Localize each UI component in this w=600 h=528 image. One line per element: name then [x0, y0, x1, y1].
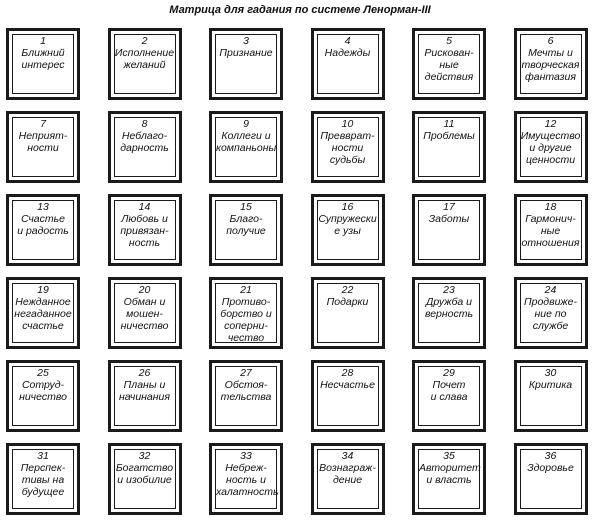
matrix-cell-frame	[114, 34, 176, 94]
matrix-cell-7	[6, 111, 80, 183]
matrix-cell-frame	[12, 449, 74, 509]
cell-label: Неблаго- дарность	[120, 130, 169, 154]
cell-number: 23	[443, 284, 455, 296]
matrix-cell-frame	[215, 117, 277, 177]
cell-label: Любовь и привязан- ность	[120, 213, 169, 249]
cell-number: 28	[341, 367, 354, 379]
cell-label: Почет и слава	[430, 379, 468, 403]
matrix-cell-5	[412, 28, 486, 100]
matrix-cell-frame	[215, 34, 277, 94]
cell-label: Богатство и изобилие	[115, 462, 174, 486]
cell-number: 25	[37, 367, 49, 379]
cell-label: Коллеги и компаньоны	[216, 130, 277, 154]
matrix-cell-18	[514, 194, 588, 266]
matrix-cell-14	[108, 194, 182, 266]
cell-number: 36	[544, 450, 557, 462]
cell-number: 5	[446, 35, 452, 47]
matrix-cell-30	[514, 360, 588, 432]
cell-number: 27	[240, 367, 252, 379]
matrix-cell-frame	[12, 34, 74, 94]
cell-number: 10	[341, 118, 354, 130]
matrix-cell-15	[209, 194, 283, 266]
cell-label: Нежданное негаданное счастье	[14, 296, 72, 332]
cell-label: Благо- получие	[226, 213, 266, 237]
matrix-cell-36	[514, 443, 588, 515]
matrix-cell-frame	[114, 283, 176, 343]
matrix-cell-3	[209, 28, 283, 100]
cell-number: 1	[40, 35, 46, 47]
matrix-cell-9	[209, 111, 283, 183]
cell-label: Превврат- ности судьбы	[320, 130, 375, 166]
matrix-cell-35	[412, 443, 486, 515]
page-title: Матрица для гадания по системе Ленорман-III	[169, 4, 431, 16]
cell-number: 17	[443, 201, 455, 213]
cell-label: Планы и начинания	[118, 379, 171, 403]
cell-number: 26	[138, 367, 151, 379]
cell-label: Неприят- ности	[18, 130, 68, 154]
matrix-cell-frame	[215, 200, 277, 260]
cell-label: Вознаграж- дение	[319, 462, 376, 486]
matrix-cell-frame	[317, 117, 379, 177]
matrix-cell-frame	[520, 366, 582, 426]
matrix-cell-2	[108, 28, 182, 100]
matrix-cell-frame	[215, 283, 277, 343]
matrix-cell-frame	[114, 200, 176, 260]
cell-label: Сотруд- ничество	[19, 379, 67, 403]
cell-number: 30	[544, 367, 557, 379]
cell-number: 2	[141, 35, 148, 47]
matrix-cell-34	[311, 443, 385, 515]
cell-number: 11	[443, 118, 455, 130]
cell-number: 3	[243, 35, 249, 47]
matrix-cell-frame	[520, 117, 582, 177]
cell-number: 16	[341, 201, 354, 213]
cell-number: 24	[544, 284, 557, 296]
cell-number: 13	[37, 201, 49, 213]
matrix-cell-frame	[317, 34, 379, 94]
cell-label: Ближний интерес	[21, 47, 65, 71]
matrix-cell-frame	[418, 117, 480, 177]
matrix-cell-frame	[418, 34, 480, 94]
cell-number: 33	[240, 450, 252, 462]
cell-number: 9	[243, 118, 249, 130]
cell-label: Рискован- ные действия	[424, 47, 474, 83]
matrix-cell-28	[311, 360, 385, 432]
cell-number: 31	[37, 450, 49, 462]
cell-label: Имущество и другие ценности	[520, 130, 581, 166]
cell-number: 29	[443, 367, 455, 379]
matrix-cell-frame	[418, 283, 480, 343]
matrix-cell-26	[108, 360, 182, 432]
cell-label: Противо- борство и соперни- чество	[220, 296, 272, 344]
cell-number: 12	[544, 118, 557, 130]
cell-number: 21	[240, 284, 252, 296]
cell-number: 7	[40, 118, 46, 130]
cell-label: Критика	[528, 379, 573, 391]
cell-label: Перспек- тивы на будущее	[20, 462, 66, 498]
matrix-cell-frame	[215, 449, 277, 509]
matrix-cell-4	[311, 28, 385, 100]
cell-number: 18	[544, 201, 557, 213]
cell-number: 6	[547, 35, 554, 47]
cell-number: 8	[141, 118, 148, 130]
cell-label: Счастье и радость	[17, 213, 69, 237]
cell-label: Проблемы	[423, 130, 475, 142]
cell-number: 15	[240, 201, 252, 213]
cell-number: 35	[443, 450, 455, 462]
matrix-cell-frame	[317, 200, 379, 260]
cell-label: Мечты и творческая фантазия	[521, 47, 580, 83]
cell-label: Заботы	[428, 213, 470, 225]
matrix-cell-21	[209, 277, 283, 349]
matrix-cell-11	[412, 111, 486, 183]
matrix-cell-frame	[12, 117, 74, 177]
matrix-cell-frame	[520, 34, 582, 94]
cell-label: Исполнение желаний	[114, 47, 175, 71]
matrix-cell-frame	[114, 117, 176, 177]
matrix-cell-frame	[418, 366, 480, 426]
matrix-cell-frame	[418, 449, 480, 509]
cell-number: 32	[138, 450, 151, 462]
matrix-cell-frame	[114, 449, 176, 509]
matrix-cell-27	[209, 360, 283, 432]
matrix-cell-6	[514, 28, 588, 100]
cell-label: Надежды	[324, 47, 371, 59]
cell-label: Дружба и верность	[424, 296, 474, 320]
matrix-cell-20	[108, 277, 182, 349]
matrix-cell-frame	[317, 283, 379, 343]
matrix-cell-22	[311, 277, 385, 349]
lenormand-matrix-grid	[6, 28, 600, 526]
cell-label: Несчастье	[320, 379, 375, 391]
matrix-cell-16	[311, 194, 385, 266]
cell-number: 22	[341, 284, 354, 296]
matrix-cell-frame	[418, 200, 480, 260]
matrix-cell-13	[6, 194, 80, 266]
matrix-cell-31	[6, 443, 80, 515]
matrix-cell-frame	[520, 283, 582, 343]
cell-label: Подарки	[326, 296, 369, 308]
matrix-cell-12	[514, 111, 588, 183]
matrix-cell-17	[412, 194, 486, 266]
cell-label: Обстоя- тельства	[220, 379, 272, 403]
matrix-cell-19	[6, 277, 80, 349]
matrix-cell-frame	[114, 366, 176, 426]
matrix-cell-frame	[215, 366, 277, 426]
cell-number: 19	[37, 284, 49, 296]
matrix-cell-frame	[12, 200, 74, 260]
matrix-cell-25	[6, 360, 80, 432]
matrix-cell-1	[6, 28, 80, 100]
cell-label: Небреж- ность и халатность	[216, 462, 279, 498]
matrix-cell-frame	[520, 449, 582, 509]
matrix-cell-10	[311, 111, 385, 183]
cell-label: Признание	[219, 47, 273, 59]
cell-label: Авторитет и власть	[419, 462, 481, 486]
cell-label: Гармонич- ные отношения	[521, 213, 580, 249]
cell-number: 14	[138, 201, 151, 213]
cell-number: 4	[344, 35, 351, 47]
matrix-cell-23	[412, 277, 486, 349]
matrix-cell-29	[412, 360, 486, 432]
matrix-cell-frame	[12, 366, 74, 426]
matrix-cell-8	[108, 111, 182, 183]
matrix-cell-frame	[12, 283, 74, 343]
cell-label: Обман и мошен- ничество	[120, 296, 169, 332]
matrix-cell-frame	[520, 200, 582, 260]
cell-label: Здоровье	[527, 462, 574, 474]
matrix-cell-frame	[317, 366, 379, 426]
cell-number: 20	[138, 284, 151, 296]
cell-label: Супружески е узы	[318, 213, 377, 237]
cell-label: Продвиже- ние по службе	[524, 296, 577, 332]
matrix-cell-33	[209, 443, 283, 515]
matrix-cell-frame	[317, 449, 379, 509]
matrix-cell-32	[108, 443, 182, 515]
matrix-cell-24	[514, 277, 588, 349]
cell-number: 34	[341, 450, 354, 462]
